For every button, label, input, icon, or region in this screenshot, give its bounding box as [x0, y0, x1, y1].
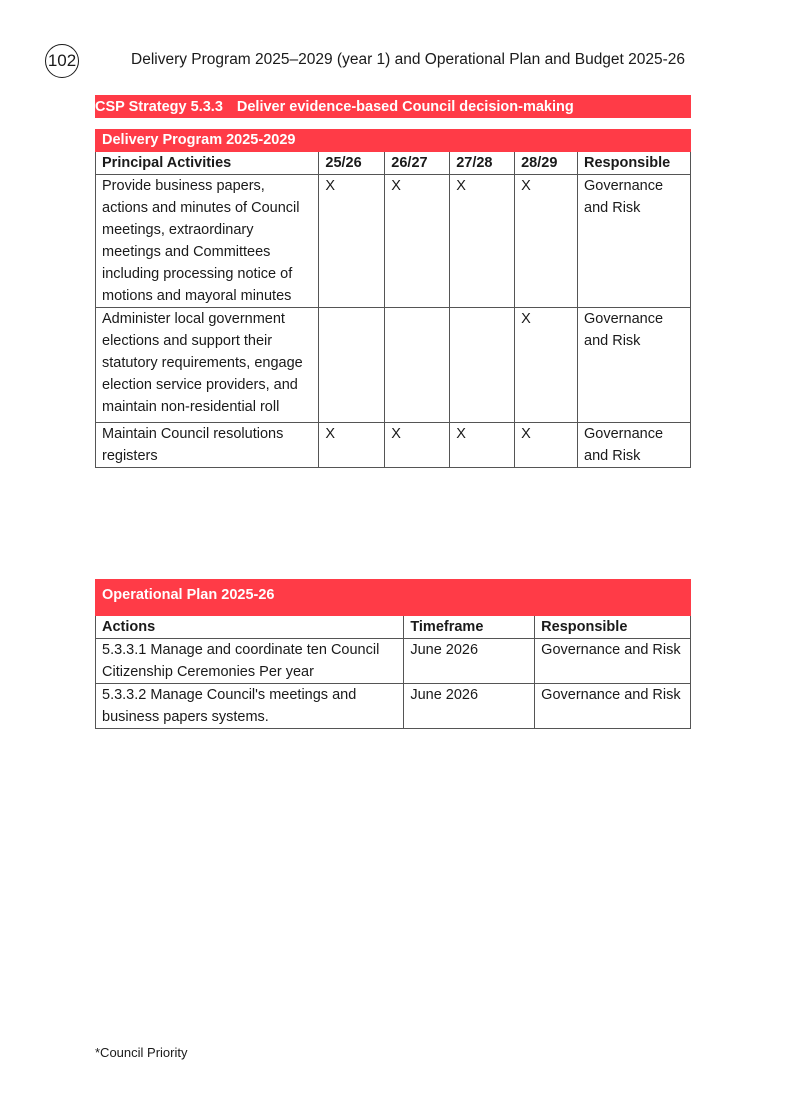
action-cell: 5.3.3.1 Manage and coordinate ten Council Citizenship Ceremonies Per year [96, 639, 404, 684]
responsible-cell: Governance and Risk [578, 175, 691, 308]
column-header: Responsible [535, 616, 691, 639]
year-cell: X [319, 423, 385, 468]
responsible-cell: Governance and Risk [578, 308, 691, 423]
responsible-cell: Governance and Risk [535, 684, 691, 729]
delivery-program-table [95, 129, 691, 468]
action-cell: 5.3.3.2 Manage Council's meetings and business papers systems. [96, 684, 404, 729]
page-number: 102 [45, 44, 79, 78]
year-cell [319, 308, 385, 423]
operational-plan-table [95, 579, 691, 729]
column-header: Responsible [578, 152, 691, 175]
activity-cell: Provide business papers, actions and minutes of Council meetings, extraordinary meetings and Committees including processing notice of motions and mayoral minutes [96, 175, 319, 308]
year-cell: X [450, 175, 515, 308]
year-cell [450, 308, 515, 423]
timeframe-cell: June 2026 [404, 639, 535, 684]
column-header: 26/27 [385, 152, 450, 175]
year-cell: X [385, 423, 450, 468]
column-header: Actions [96, 616, 404, 639]
year-cell: X [385, 175, 450, 308]
document-title: Delivery Program 2025–2029 (year 1) and Operational Plan and Budget 2025-26 [131, 51, 686, 68]
column-header: 28/29 [515, 152, 578, 175]
table-row [96, 423, 691, 468]
column-header: 25/26 [319, 152, 385, 175]
column-header: Timeframe [404, 616, 535, 639]
strategy-title: Deliver evidence-based Council decision-making [236, 98, 574, 115]
year-cell [385, 308, 450, 423]
year-cell: X [450, 423, 515, 468]
strategy-code: CSP Strategy 5.3.3 [95, 98, 223, 115]
delivery-program-heading: Delivery Program 2025-2029 [96, 130, 691, 152]
column-header: 27/28 [450, 152, 515, 175]
table-row [96, 684, 691, 729]
year-cell: X [515, 175, 578, 308]
year-cell: X [319, 175, 385, 308]
strategy-heading-bar [95, 95, 691, 118]
responsible-cell: Governance and Risk [578, 423, 691, 468]
activity-cell: Administer local government elections and support their statutory requirements, engage election service providers, and maintain non-residential roll [96, 308, 319, 423]
table-row [96, 175, 691, 308]
timeframe-cell: June 2026 [404, 684, 535, 729]
footnote: *Council Priority [95, 1045, 188, 1060]
table-header-row [96, 616, 691, 639]
table-header-row [96, 152, 691, 175]
operational-plan-heading: Operational Plan 2025-26 [96, 580, 691, 616]
year-cell: X [515, 308, 578, 423]
activity-cell: Maintain Council resolutions registers [96, 423, 319, 468]
column-header: Principal Activities [96, 152, 319, 175]
responsible-cell: Governance and Risk [535, 639, 691, 684]
year-cell: X [515, 423, 578, 468]
table-row [96, 639, 691, 684]
table-row [96, 308, 691, 423]
